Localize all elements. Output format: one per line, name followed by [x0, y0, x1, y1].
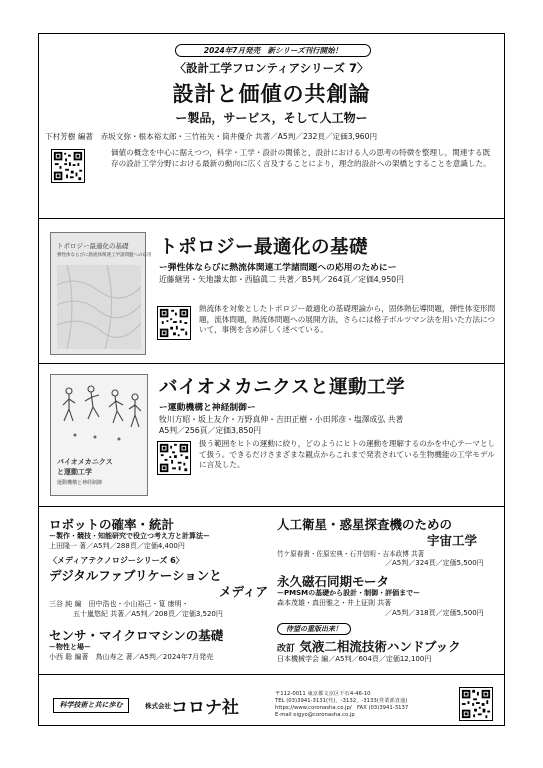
revised-label: 改訂 [277, 644, 296, 654]
address-line: 〒112-0011 東京都文京区千石4-46-10 [275, 691, 371, 697]
publisher-logo [145, 693, 239, 718]
left-book2-title-cont: メディア [219, 584, 269, 599]
qr-code-icon[interactable] [51, 149, 85, 183]
left-book3-meta: 小西 聡 編著 鳥山寿之 著／A5判／2024年7月発売 [49, 653, 214, 661]
book-cover-topology [50, 232, 152, 355]
company-name: コロナ社 [171, 698, 239, 718]
phone-line: TEL (03)3941-3131(代)，-3132，-3133(営業部直通) [275, 698, 408, 704]
right-book1-meta: ／A5判／324頁／定価5,500円 [385, 559, 484, 567]
left-book3-subtitle: ー物性と場ー [49, 643, 91, 651]
feature-subtitle: ー製品，サービス，そして人工物ー [175, 111, 368, 125]
left-book2-title: デジタルファブリケーションと [49, 568, 222, 583]
cover-subtitle: 運動機構と神経制御 [57, 480, 103, 486]
cover-title: トポロジー最適化の基礎 [57, 242, 129, 250]
book2-description: 熱流体を対象としたトポロジー最適化の基礎理論から，固体熱伝導問題，弾性体変形問題，流体問題，熱流体問題への展開方法，さらには格子ボルツマン法を用いた方法について，事例を含め詳しく述べている。 [199, 304, 496, 334]
reprint-badge: 待望の重版出来！ [277, 623, 351, 635]
divider [39, 363, 504, 364]
left-book1-subtitle: ー製作・競技・知能研究で役立つ考え方と計算法ー [49, 532, 210, 540]
divider [39, 674, 504, 675]
book3-title: バイオメカニクスと運動工学 [159, 377, 406, 398]
book3-description: 扱う範囲をヒトの運動に絞り，どのようにヒトの運動を理解するのかを中心テーマとして扱う。できるだけさまざまな観点からこれまで発表されている生物機能の工学モデルに言及した。 [199, 439, 496, 469]
left-book1-title: ロボットの確率・統計 [49, 517, 175, 532]
right-book2-subtitle: ーPMSMの基礎から設計・制御・評価までー [277, 589, 421, 597]
book2-title: トポロジー最適化の基礎 [159, 237, 369, 258]
qr-code-icon[interactable] [157, 441, 191, 475]
publisher-slogan: 科学技術と共に歩む [53, 698, 129, 713]
left-book3-title: センサ・マイクロマシンの基礎 [49, 628, 224, 643]
book2-meta: 近藤継男・矢地謙太郎・西脇眞二 共著／B5判／264頁／定価4,950円 [159, 275, 404, 284]
right-book2-authors: 森本茂雄・真田雅之・井上征則 共著 [277, 599, 392, 607]
right-book3-title [277, 637, 461, 655]
website-link[interactable]: https://www.coronasha.co.jp/ FAX (03)3941-3137 [275, 705, 409, 711]
cover-title: と運動工学 [57, 468, 92, 476]
feature-description: 価値の概念を中心に据えつつ，科学・工学・設計の関係と，設計における人の思考の特徴を整理し，関連する既存の設計工学分野における最新の動向に広く言及することにより，理念的設計への架橋とすることを意識した。 [111, 148, 491, 168]
company-type: 株式会社 [145, 701, 171, 710]
topology-structure-icon [57, 265, 141, 349]
advertisement-frame [38, 33, 505, 726]
left-book2-meta: 五十嵐悠紀 共著／A5判／208頁／定価3,520円 [73, 610, 223, 618]
human-motion-figure-icon [55, 381, 145, 449]
qr-code-icon[interactable] [459, 687, 493, 721]
left-book1-meta: 上田隆一 著／A5判／288頁／定価4,400円 [49, 542, 185, 550]
right-book1-title-cont: 宇宙工学 [427, 533, 478, 548]
right-book2-title: 永久磁石同期モータ [277, 574, 390, 589]
book-cover-biomechanics [50, 374, 148, 496]
feature-title: 設計と価値の共創論 [172, 82, 371, 106]
book2-subtitle: ー弾性体ならびに熱流体関連工学諸問題への応用のためにー [159, 263, 397, 273]
cover-title: バイオメカニクス [57, 458, 113, 466]
left-book2-authors: 三谷 純 編 田中浩也・小山裕己・筧 康明・ [49, 600, 189, 608]
divider [39, 218, 504, 219]
divider [39, 506, 504, 507]
feature-meta: 下村芳樹 編著 赤坂文弥・根本裕太郎・三竹祐矢・筒井優介 共著／A5判／232頁／定価3,960円 [45, 132, 378, 141]
right-book1-authors: 竹ケ原春貴・佐原宏典・石井信明・吉本政博 共著 [277, 550, 425, 558]
right-book3-meta: 日本機械学会 編／A5判／604頁／定価12,100円 [277, 655, 432, 663]
right-book3-title-text: 気液二相流技術ハンドブック [299, 639, 461, 654]
publisher-address [275, 691, 408, 719]
cover-subtitle: 弾性体ならびに熱流体関連工学諸問題への応用 [57, 253, 152, 258]
book3-subtitle: ー運動機構と神経制御ー [159, 403, 256, 413]
left-book2-series: 〈メディアテクノロジーシリーズ 6〉 [49, 556, 184, 565]
email-link[interactable]: E-mail eigyo@coronasha.co.jp [275, 712, 355, 718]
book3-meta: A5判／256頁／定価3,850円 [159, 426, 262, 435]
book3-authors: 牧川方昭・坂上友介・万野真伸・吉田正樹・小田邦彦・塩澤成弘 共著 [159, 415, 404, 424]
right-book2-meta: ／A5判／318頁／定価5,500円 [385, 609, 484, 617]
qr-code-icon[interactable] [157, 306, 191, 340]
series-name: 〈設計工学フロンティアシリーズ 7〉 [174, 61, 369, 75]
new-series-badge: 2024年7月発売 新シリーズ刊行開始！ [175, 44, 371, 57]
right-book1-title: 人工衛星・惑星探査機のための [277, 517, 453, 532]
